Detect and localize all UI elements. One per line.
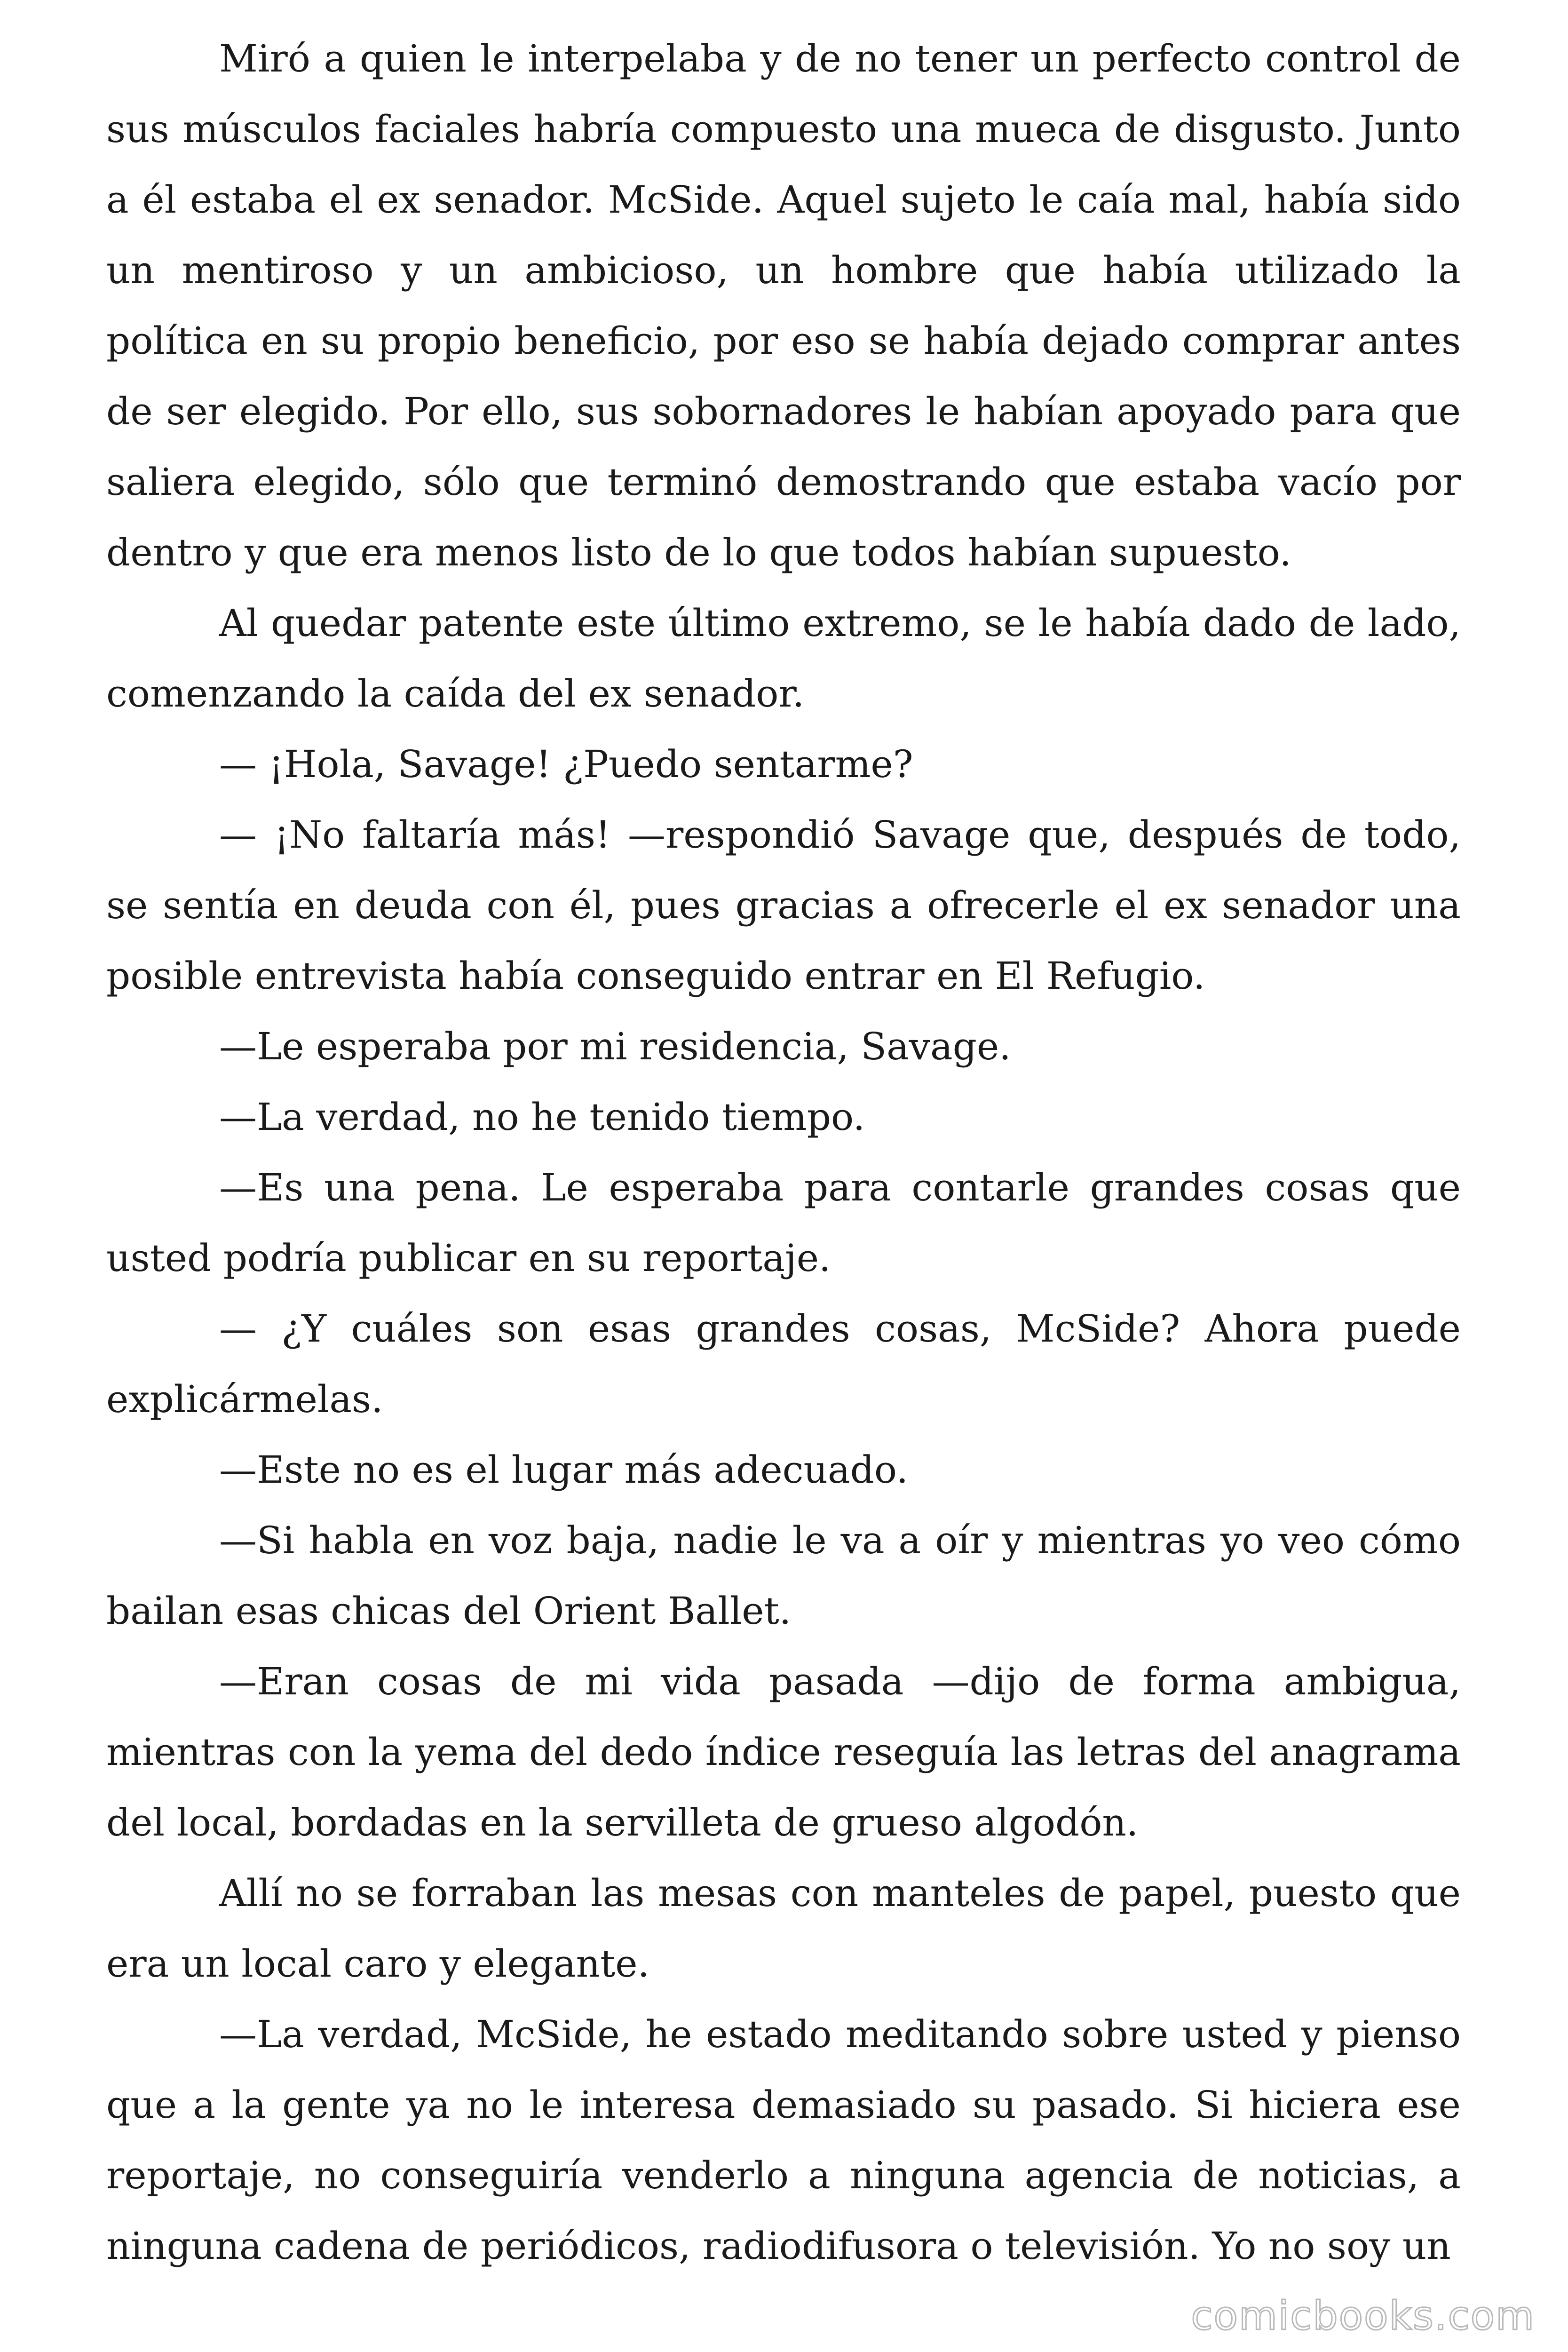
paragraph-12: Allí no se forraban las mesas con manteles de papel, puesto que era un local caro y elegante.: [106, 1871, 1461, 1986]
paragraph-6: —La verdad, no he tenido tiempo.: [219, 1095, 865, 1139]
paragraph-3: — ¡Hola, Savage! ¿Puedo sentarme?: [219, 742, 913, 786]
paragraph-4: — ¡No faltaría más! —respondió Savage que, después de todo, se sentía en deuda con él, pues gracias a ofrecerle el ex senador una posible entrevista había conseguido entrar en El Refugio.: [106, 813, 1461, 998]
page-text: [106, 24, 1461, 2281]
paragraph-13: —La verdad, McSide, he estado meditando sobre usted y pienso que a la gente ya no le interesa demasiado su pasado. Si hiciera ese reportaje, no conseguiría venderlo a ninguna agencia de noticias, a ninguna cadena de periódicos, radiodifusora o televisión. Yo no soy un: [106, 2012, 1461, 2268]
paragraph-1: Miró a quien le interpelaba y de no tener un perfecto control de sus músculos faciales habría compuesto una mueca de disgusto. Junto a él estaba el ex senador. McSide. Aquel sujeto le caía mal, había sido un mentiroso y un ambicioso, un hombre que había utilizado la política en su propio beneficio, por eso se había dejado comprar antes de ser elegido. Por ello, sus sobornadores le habían apoyado para que saliera elegido, sólo que terminó demostrando que estaba vacío por dentro y que era menos listo de lo que todos habían supuesto.: [106, 37, 1461, 574]
paragraph-10: —Si habla en voz baja, nadie le va a oír y mientras yo veo cómo bailan esas chicas del Orient Ballet.: [106, 1518, 1461, 1633]
paragraph-11: —Eran cosas de mi vida pasada —dijo de forma ambigua, mientras con la yema del dedo índice reseguía las letras del anagrama del local, bordadas en la servilleta de grueso algodón.: [106, 1660, 1461, 1844]
paragraph-2: Al quedar patente este último extremo, se le había dado de lado, comenzando la caída del ex senador.: [106, 601, 1461, 715]
paragraph-7: —Es una pena. Le esperaba para contarle grandes cosas que usted podría publicar en su reportaje.: [106, 1166, 1461, 1280]
paragraph-5: —Le esperaba por mi residencia, Savage.: [219, 1025, 1011, 1068]
paragraph-9: —Este no es el lugar más adecuado.: [219, 1448, 909, 1492]
paragraph-8: — ¿Y cuáles son esas grandes cosas, McSide? Ahora puede explicármelas.: [106, 1307, 1461, 1421]
watermark: comicbooks.com: [1191, 2293, 1535, 2339]
